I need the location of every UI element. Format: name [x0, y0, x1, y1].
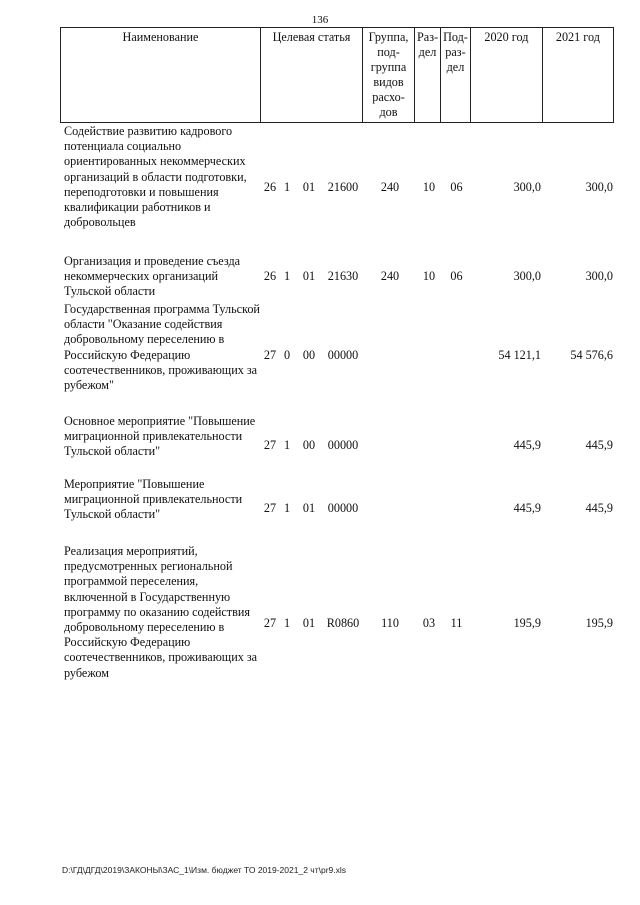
code-subprogram: 1 — [283, 180, 291, 194]
row-name: Организация и проведение съезда некоммерческих организаций Тульской области — [64, 254, 241, 299]
code-program: 27 — [263, 348, 277, 362]
page-number: 136 — [311, 14, 329, 26]
table-header — [60, 27, 614, 123]
header-name: Наименование — [61, 28, 261, 123]
code-program: 27 — [263, 438, 277, 452]
code-direction: 00000 — [327, 348, 359, 362]
code-direction: 21600 — [327, 180, 359, 194]
row-2020: 445,9 — [513, 501, 541, 515]
code-subprogram: 0 — [283, 348, 291, 362]
row-name: Государственная программа Тульской области "Оказание содействия добровольному переселению в Российскую Федерацию соотечественников, проживающих за рубежом" — [64, 302, 260, 393]
row-2020: 445,9 — [513, 438, 541, 452]
row-name: Содействие развитию кадрового потенциала социально ориентированных некоммерческих организаций в области подготовки, переподготовки и повышения квалификации работников и добровольцев — [64, 124, 247, 230]
row-group: 110 — [381, 616, 399, 630]
row-2020: 54 121,1 — [498, 348, 541, 362]
code-event: 00 — [302, 438, 316, 452]
code-direction: 21630 — [327, 269, 359, 283]
row-section: 03 — [422, 616, 436, 630]
row-2021: 300,0 — [585, 269, 613, 283]
row-2021: 445,9 — [585, 501, 613, 515]
row-group: 240 — [380, 269, 400, 283]
row-section: 10 — [422, 180, 436, 194]
row-subsection: 06 — [450, 269, 463, 283]
code-event: 01 — [302, 501, 316, 515]
code-program: 26 — [263, 269, 277, 283]
row-section: 10 — [422, 269, 436, 283]
code-event: 01 — [302, 180, 316, 194]
code-program: 27 — [263, 501, 277, 515]
code-direction: R0860 — [326, 616, 360, 630]
row-2021: 300,0 — [585, 180, 613, 194]
row-name: Реализация мероприятий, предусмотренных региональной программой переселения, включенной в Государственную программу по оказанию содействия добровольному переселению в Российскую Федерацию соотечественников, проживающих за рубежом — [64, 544, 258, 680]
header-2020: 2020 год — [470, 28, 542, 123]
code-subprogram: 1 — [283, 501, 291, 515]
row-name: Основное мероприятие "Повышение миграционной привлекательности Тульской области" — [64, 414, 256, 459]
row-2020: 195,9 — [513, 616, 541, 630]
row-subsection: 11 — [450, 616, 463, 630]
row-2020: 300,0 — [513, 180, 541, 194]
header-target: Целевая статья — [261, 28, 363, 123]
code-program: 27 — [263, 616, 277, 630]
code-subprogram: 1 — [283, 616, 291, 630]
header-2021: 2021 год — [542, 28, 613, 123]
code-direction: 00000 — [327, 438, 359, 452]
code-program: 26 — [263, 180, 277, 194]
row-group: 240 — [380, 180, 400, 194]
code-event: 00 — [302, 348, 316, 362]
header-section: Раз- дел — [415, 28, 441, 123]
row-subsection: 06 — [450, 180, 463, 194]
row-name: Мероприятие "Повышение миграционной привлекательности Тульской области" — [64, 477, 243, 522]
code-subprogram: 1 — [283, 438, 291, 452]
code-event: 01 — [302, 616, 316, 630]
header-group: Группа, под- группа видов расхо- дов — [363, 28, 415, 123]
row-2020: 300,0 — [513, 269, 541, 283]
header-subsection: Под- раз- дел — [441, 28, 471, 123]
row-2021: 195,9 — [585, 616, 613, 630]
footer-file-path: D:\ГД\ДГД\2019\ЗАКОНЫ\ЗАС_1\Изм. бюджет ТО 2019-2021_2 чт\pr9.xls — [62, 865, 347, 875]
row-2021: 445,9 — [585, 438, 613, 452]
code-subprogram: 1 — [283, 269, 291, 283]
code-event: 01 — [302, 269, 316, 283]
row-2021: 54 576,6 — [570, 348, 613, 362]
code-direction: 00000 — [327, 501, 359, 515]
